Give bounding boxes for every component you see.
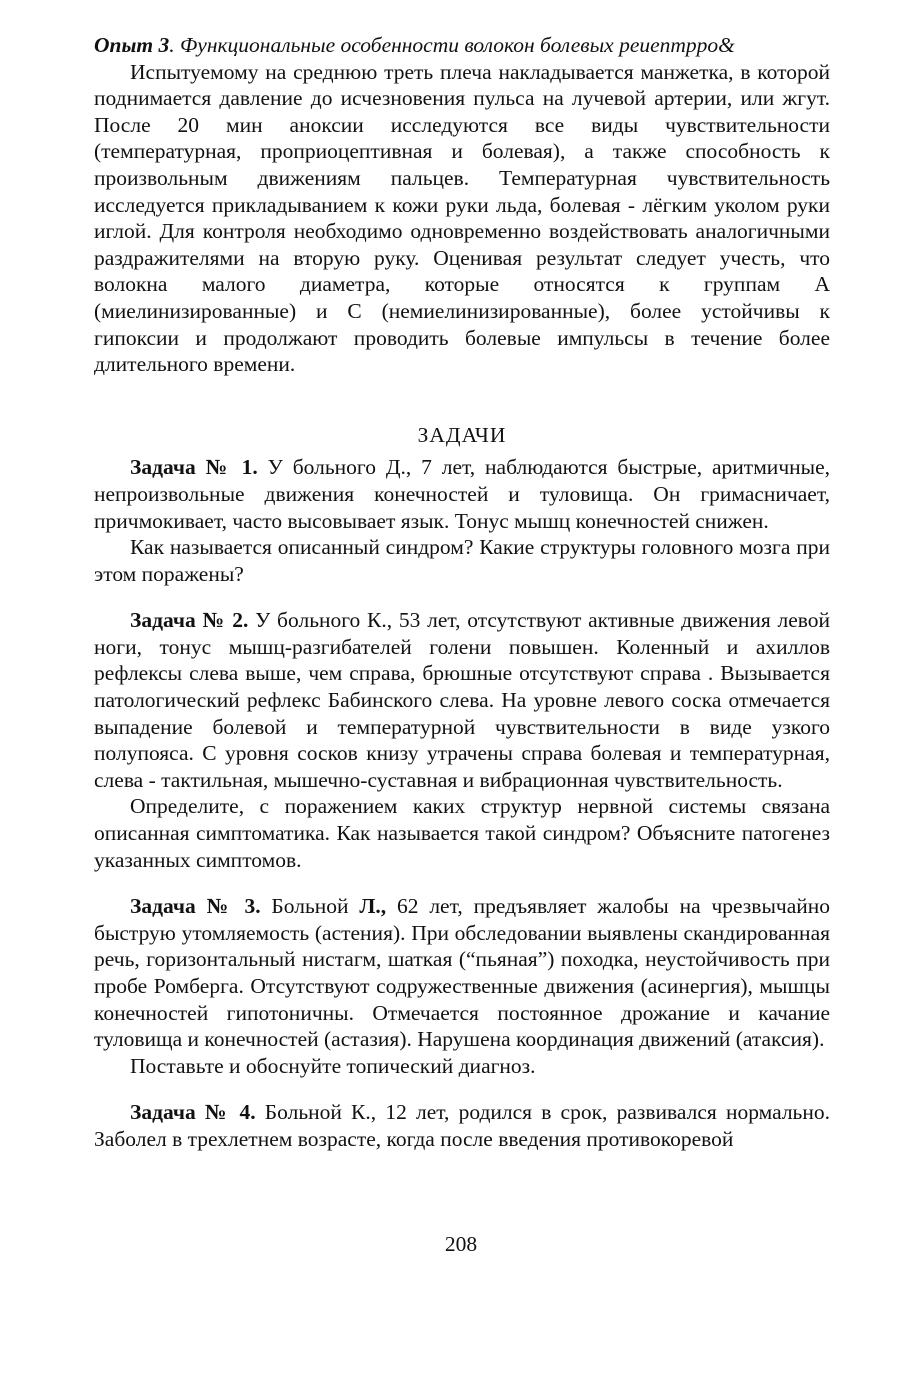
experiment-heading xyxy=(94,32,830,59)
experiment-title: . Функциональные особенности волокон болевых реиептрро& xyxy=(169,33,735,57)
task-2-text xyxy=(94,607,830,793)
task-2-body: У больного К., 53 лет, отсутствуют активные движения левой ноги, тонус мышц-разгибателей голени повышен. Коленный и ахиллов рефлексы слева выше, чем справа, брюшные отсутствуют справа . Вызывается патологический рефлекс Бабинского слева. На уровне левого соска отмечается выпадение болевой и температурной чувствительности в виде узкого полупояса. С уровня сосков книзу утрачены справа болевая и температурная, слева - тактильная, мышечно-суставная и вибрационная чувствительность. xyxy=(94,608,831,792)
document-page xyxy=(94,32,830,1153)
task-3-body-c: 62 лет, предъявляет жалобы на чрезвычайно быструю утомляемость (астения). При обследовании выявлены скандированная речь, горизонтальный нистагм, шаткая (“пьяная”) походка, неустойчивость при пробе Ромберга. Отсутствуют содружественные движения (асинергия), мышцы конечностей гипотоничны. Отмечается постоянное дрожание и качание туловища и конечностей (астазия). Нарушена координация движений (атаксия). xyxy=(94,894,831,1052)
task-1-question: Как называется описанный синдром? Какие структуры головного мозга при этом поражены? xyxy=(94,535,830,586)
task-4-text xyxy=(94,1099,830,1152)
task-3-label: Задача № 3. xyxy=(130,894,261,919)
task-1-body: У больного Д., 7 лет, наблюдаются быстрые, аритмичные, непроизвольные движения конечностей и туловища. Он гримасничает, причмокивает, часто высовывает язык. Тонус мышц конечностей снижен. xyxy=(94,455,830,533)
task-1-label: Задача № 1. xyxy=(130,455,258,480)
task-1 xyxy=(94,454,830,587)
page-number: 208 xyxy=(444,1232,478,1256)
section-title: ЗАДАЧИ xyxy=(417,422,507,447)
experiment-body: Испытуемому на среднюю треть плеча накладывается манжетка, в которой поднимается давление до исчезновения пульса на лучевой артерии, или жгут. После 20 мин аноксии исследуются все виды чувствительности (температурная, проприоцептивная и болевая), а также способность к произвольным движениям пальцев. Температурная чувствительность исследуется прикладыванием к кожи руки льда, болевая - лёгким уколом руки иглой. Для контроля необходимо одновременно воздействовать аналогичными раздражителями на вторую руку. Оценивая результат следует учесть, что волокна малого диаметра, которые относятся к группам А (миелинизированные) и С (немиелинизированные), более устойчивы к гипоксии и продолжают проводить болевые импульсы в течение более длительного времени. xyxy=(94,59,830,377)
task-3-text xyxy=(94,893,830,1053)
task-4 xyxy=(94,1099,830,1152)
task-4-body: Больной К., 12 лет, родился в срок, развивался нормально. Заболел в трехлетнем возрасте, когда после введения противокоревой xyxy=(94,1100,830,1151)
task-3-question: Поставьте и обоснуйте топический диагноз. xyxy=(130,1053,536,1078)
task-4-label: Задача № 4. xyxy=(130,1100,256,1125)
task-2 xyxy=(94,607,830,873)
task-3-body-a: Больной xyxy=(260,894,360,919)
task-2-label: Задача № 2. xyxy=(130,608,249,633)
task-3-patient-initial: Л., xyxy=(359,894,387,919)
task-3 xyxy=(94,893,830,1079)
task-1-text xyxy=(94,454,830,534)
experiment-label: Опыт 3 xyxy=(94,33,170,57)
task-2-question: Определите, с поражением каких структур нервной системы связана описанная симптоматика. Как называется такой синдром? Объясните патогенез указанных симптомов. xyxy=(94,794,830,872)
